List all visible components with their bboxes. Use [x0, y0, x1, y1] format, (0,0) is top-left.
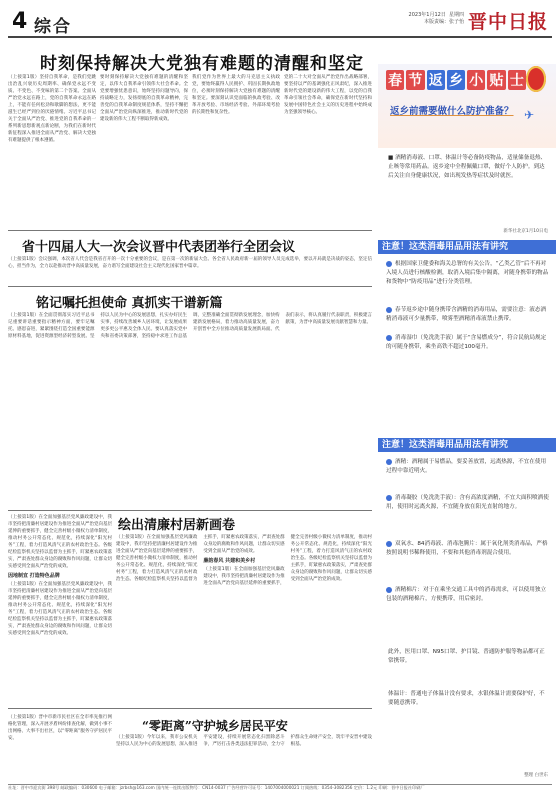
notice-2-point-2: 消毒凝胶（免洗洗手液）：含有高浓度酒精，不宜大面积喷洒使用，使用时远离火源，不宜随身放在阳光直射的地方。	[386, 495, 549, 510]
airplane-icon: ✈	[524, 108, 535, 122]
article-1-col-3	[192, 74, 280, 228]
headline-1[interactable]: 时刻保持解决大党独有难题的清醒和坚定	[40, 54, 364, 74]
sidebar-editor: 整理 白世东	[524, 773, 548, 778]
page-header	[8, 6, 552, 38]
left-bottom-text: （上接第1版）晋中市新市民社区在全市率先推行网格化管理，深入开展矛盾纠纷排查化解，做到小事不出网格、大事不出社区，以“零距离”服务守护居民平安。	[8, 715, 112, 741]
notice-1-point-2: 春节返乡途中随身携带含酒精的消毒用品，需要注意：液态酒精消毒液可少量携带，喷雾型酒精消毒液禁止携带。	[386, 307, 547, 322]
banner-title	[386, 70, 526, 90]
divider	[8, 510, 372, 511]
headline-2[interactable]: 省十四届人大一次会议晋中代表团举行全团会议	[22, 240, 296, 255]
notice-2-point-4: 酒精棉片：对于在乘坐交通工具中的消毒需求，可以使用独立包装的酒精棉片，方便携带，用后密封。	[386, 587, 547, 602]
headline-3[interactable]: 铭记嘱托担使命 真抓实干谱新篇	[36, 296, 223, 311]
sidebar-closing: 此外，医用口罩、N95口罩、护目镜、普通防护服等物品都可正常携带。	[388, 649, 545, 664]
article-4-text: （上接第1版）在全面加强基层党风廉政建设中，我市坚持把清廉村居建设作为推进全面从严治党向基层延伸的重要抓手，健全完善村级小微权力清单制度，推动村务公开常态化、规范化，持续深化“阳光村务”工程，着力打造风清气正的农村政治生态。各级纪检监察机关坚持以监督为主抓手，盯紧惠农政策落实，严肃查处群众身边的腐败和作风问题，让群众切实感受到全面从严治党的成效。	[203, 535, 372, 586]
divider	[8, 708, 372, 709]
notice-bar-1	[378, 240, 556, 254]
headline-4[interactable]: 绘出清廉村居新画卷	[118, 518, 236, 533]
sidebar-intro: ■ 酒精消毒液、口罩、体温计等必备防疫物品，适量储备退热、止咳等常用药品。返乡途中全程佩戴口罩，做好个人防护。到达后关注自身健康状况，如出现发热等症状及时就医。	[388, 155, 547, 179]
lantern-icon	[526, 66, 546, 92]
section-title: 综合	[34, 17, 72, 37]
notice-1-point-1: 根据国家卫健委和海关总署的有关公告，“乙类乙管”后不再对入境人员进行核酸检测，取消入境后集中隔离，对随身携带的物品和货物中“防疫用品”进行分类管理。	[386, 261, 549, 285]
bullet-icon	[386, 587, 392, 593]
article-4-body	[116, 534, 372, 704]
banner-char: 贴	[487, 70, 505, 90]
notice-bar-2	[378, 438, 556, 452]
notice-2-point-3: 双氧水、84消毒液、消毒泡腾片：属于氧化剂类消毒品，严格按照说明书稀释使用，不要和其他消毒剂混合使用。	[386, 541, 548, 556]
page-number: 4	[12, 9, 28, 34]
bullet-icon	[386, 495, 392, 501]
article-4-col-1	[8, 514, 112, 704]
article-5-body	[116, 734, 372, 780]
banner-subtitle: 返乡前需要做什么防护准备？	[390, 106, 514, 117]
divider	[8, 230, 372, 231]
article-4-subhead-1: 因地制宜 打造特色品牌	[8, 573, 60, 579]
article-1-text: （上接第1版）坚持自我革命，是我们党跳出治乱兴衰历史周期率、确保党永远不变质、不变色、不变味的第二个答案。全面从严治党永远在路上，党的自我革命永远在路上，不能有任何松劲和歇脚的想法，更不能滋生已经严到位的厌倦情绪。习近平总书记关于全面从严治党、推进党的自我革命的一系列新思想新观点新论断，为我们在新时代新征程深入推进全面从严治党、解决大党独有难题提供了根本遵循。	[8, 75, 96, 143]
article-4-text: （上接第1版）在全面加强基层党风廉政建设中，我市坚持把清廉村居建设作为推进全面从严治党向基层延伸的重要抓手，健全完善村级小微权力清单制度，推动村务公开常态化、规范化，持续深化“阳光村务”工程，着力打造风清气正的农村政治生态。各级纪检监察机关坚持以监督为主抓手，盯紧惠农政策落实，严肃查处群众身边的腐败和作风问题，让群众切实感受到全面从严治党的成效。	[8, 582, 112, 636]
banner-char: 士	[508, 70, 526, 90]
article-5-text: （上接第1版）今年以来，我市公安机关坚持以人民为中心的发展思想，深入推进平安建设，持续开展常态化扫黑除恶斗争，严厉打击各类违法犯罪活动，全力守护群众生命财产安全，筑牢平安晋中建设根基。	[116, 735, 372, 747]
article-2-body	[8, 256, 372, 284]
bullet-icon	[386, 335, 392, 341]
article-5-left	[8, 714, 112, 780]
bullet-icon	[386, 541, 392, 547]
banner-char: 春	[386, 70, 404, 90]
article-4-subhead-2: 廉韵春风 共建和美乡村	[203, 558, 256, 564]
sidebar-credit: 新华社北京1月10日电	[503, 229, 548, 234]
banner-char: 乡	[447, 70, 465, 90]
article-1-col-1	[8, 74, 96, 228]
notice-1-point-3: 消毒湿巾（免洗洗手液）属于“含易燃成分”，符合民航局规定的可随身携带，乘坐高铁不超过100毫升。	[386, 335, 547, 350]
article-1-text: 要时刻保持解决大党独有难题的清醒和坚定，以伟大自我革命引领伟大社会革命。全党要增强忧患意识，始终坚持问题导向，保持战略定力，发扬彻底的自我革命精神，完善党的自我革命制度规范体系，坚持不懈把全面从严治党向纵深推进，推动新时代党的建设新的伟大工程不断取得新成效。	[100, 75, 188, 122]
article-4-text: （上接第1版）在全面加强基层党风廉政建设中，我市坚持把清廉村居建设作为推进全面从严治党向基层延伸的重要抓手，健全完善村级小微权力清单制度，推动村务公开常态化、规范化，持续深化“阳光村务”工程，着力打造风清气正的农村政治生态。各级纪检监察机关坚持以监督为主抓手，盯紧惠农政策落实，严肃查处群众身边的腐败和作风问题，让群众切实感受到全面从严治党的成效。	[116, 535, 285, 582]
banner-char: 小	[467, 70, 485, 90]
divider	[8, 286, 372, 287]
sidebar-note-3: 体温计：普通电子体温计没有要求，水银体温计需要保护好，不要随意携带。	[388, 691, 545, 706]
banner-char: 节	[406, 70, 424, 90]
article-1-text: 我们党作为世界上最大的马克思主义执政党，要始终赢得人民拥护、巩固长期执政地位，必须时刻保持解决大党独有难题的清醒和坚定。要深刻认识党面临的执政考验、改革开放考验、市场经济考验、外部环境考验的长期性和复杂性。	[192, 75, 280, 115]
article-1-col-2	[100, 74, 188, 228]
headline-5[interactable]: “零距离”守护城乡居民平安	[142, 719, 288, 733]
sidebar-infographic	[378, 40, 556, 781]
notice-2-point-1: 酒精：酒精属于易燃品，要妥善放置，远离热源，不宜在使用过程中靠近明火。	[386, 459, 547, 474]
article-3-body	[8, 312, 372, 508]
dateline: 2023年1月12日 星期四 本版责编：张子怡	[408, 12, 464, 25]
article-3-text: （上接第1版）在全面贯彻落实习近平总书记重要讲话重要指示精神方面，要牢记嘱托、感恩奋进，紧紧围绕打造全国重要能源原材料基地，促进资源型经济转型发展。坚持以人民为中心的发展思想，扎实办好民生实事，持续改善城乡人居环境，让发展成果更多更公平惠及全体人民。要认真落实党中央和省委决策部署，坚持稳中求进工作总基调，完整准确全面贯彻新发展理念，加快构建新发展格局，着力推动高质量发展，奋力开创晋中全方位推动高质量发展新局面。代表们表示，将认真履行代表职责，积极建言献策，为晋中高质量发展贡献智慧和力量。	[8, 313, 372, 339]
notice-bar-1-title: 注意！这类消毒用品用法有讲究	[382, 242, 509, 252]
article-1-text: 党的二十大对全面从严治党作出战略部署，要坚持以严的基调强化正风肃纪，深入推进新时代党的建设新的伟大工程，以党的自我革命引领社会革命，确保党在新时代坚持和发展中国特色社会主义的历史进程中始终成为坚强领导核心。	[284, 75, 372, 115]
bullet-icon	[386, 459, 392, 465]
newspaper-brand: 晋中日报	[467, 11, 548, 33]
page-footer: 社址：晋中市迎宾街 398号 邮政编码：030600 电子邮箱：jzrbsh@163.com 国内统一连续出版物号：CN14-0037 广告经营许可证号：1407004000021 订阅热线：0354-3082356 定价：1.2元 印刷：晋中日报社印刷厂	[8, 784, 552, 799]
article-4-text: （上接第1版）在全面加强基层党风廉政建设中，我市坚持把清廉村居建设作为推进全面从严治党向基层延伸的重要抓手，健全完善村级小微权力清单制度，推动村务公开常态化、规范化，持续深化“阳光村务”工程，着力打造风清气正的农村政治生态。各级纪检监察机关坚持以监督为主抓手，盯紧惠农政策落实，严肃查处群众身边的腐败和作风问题，让群众切实感受到全面从严治党的成效。	[8, 515, 112, 569]
article-2-text: （上接第1版）会议强调，本次省人代会是我省召开的一次十分重要的会议，是在第一次的新届大会。各全省人民政府新一届的领导人员完成选举，要以开局就是决战的姿态，坚定信心，担当作为，全力以赴推动晋中高质量发展，奋力谱写全面建设社会主义现代化国家晋中篇章。	[8, 257, 372, 269]
bullet-icon	[386, 261, 392, 267]
article-1-col-4	[284, 74, 372, 228]
banner-char: 返	[427, 70, 445, 90]
bullet-icon	[386, 307, 392, 313]
notice-bar-2-title: 注意！这类消毒用品用法有讲究	[382, 440, 509, 450]
